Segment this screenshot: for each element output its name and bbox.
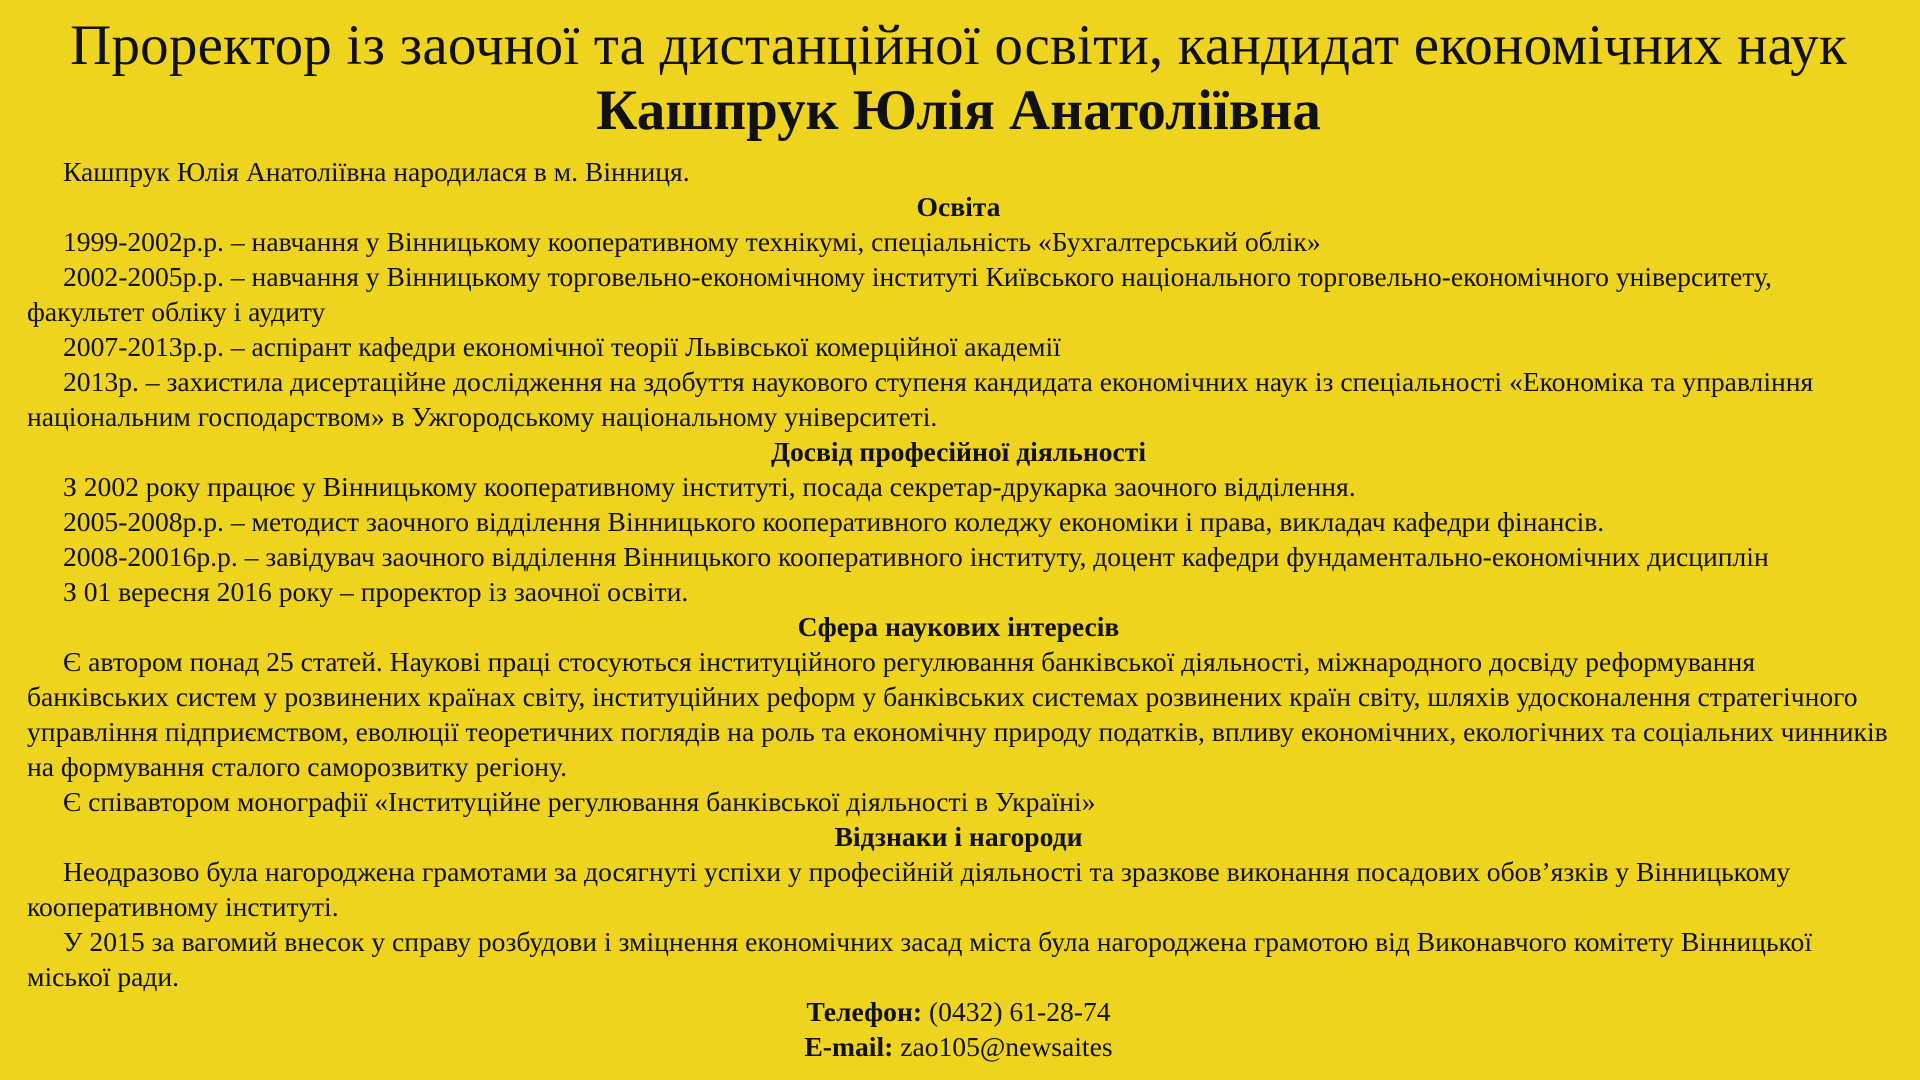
interests-item: Є автором понад 25 статей. Наукові праці стосуються інституційного регулювання банківської діяльності, міжнародного досвіду реформування банківських систем у розвинених країнах світу, інституційних реформ у банківських системах розвинених країн світу, шляхів удосконалення стратегічного управління підприємством, еволюції теоретичних поглядів на роль та економічну природу податків, впливу економічних, екологічних та соціальних чинників на формування сталого саморозвитку регіону. <box>27 646 1888 782</box>
experience-item: З 01 вересня 2016 року – проректор із заочної освіти. <box>63 576 689 607</box>
page-title: Проректор із заочної та дистанційної освіти, кандидат економічних наук <box>70 14 1847 77</box>
awards-item: Неодразово була нагороджена грамотами за досягнуті успіхи у професійній діяльності та зразкове виконання посадових обов’язків у Вінницькому кооперативному інституті. <box>27 856 1791 922</box>
person-name: Кашпрук Юлія Анатоліївна <box>596 79 1321 142</box>
intro-paragraph: Кашпрук Юлія Анатоліївна народилася в м. Вінниця. <box>63 156 690 187</box>
education-item: 2002-2005р.р. – навчання у Вінницькому торговельно-економічному інституті Київського національного торговельно-економічного університету, факультет обліку і аудиту <box>27 261 1772 327</box>
interests-item: Є співавтором монографії «Інституційне регулювання банківської діяльності в Україні» <box>63 786 1096 817</box>
section-heading-awards: Відзнаки і нагороди <box>834 821 1083 852</box>
education-item: 2007-2013р.р. – аспірант кафедри економічної теорії Львівської комерційної академії <box>63 331 1061 362</box>
phone-value: (0432) 61-28-74 <box>922 996 1111 1027</box>
email-line <box>27 1029 1890 1064</box>
education-item: 2013р. – захистила дисертаційне дослідження на здобуття наукового ступеня кандидата економічних наук із спеціальності «Економіка та управління національним господарством» в Ужгородському національному університеті. <box>27 366 1814 432</box>
document-body <box>27 154 1890 1064</box>
education-item: 1999-2002р.р. – навчання у Вінницькому кооперативному технікумі, спеціальність «Бухгалтерський облік» <box>63 226 1321 257</box>
section-heading-experience: Досвід професійної діяльності <box>770 436 1147 467</box>
phone-line <box>27 994 1890 1029</box>
section-heading-education: Освіта <box>916 191 1001 222</box>
experience-item: З 2002 року працює у Вінницькому кооперативному інституті, посада секретар-друкарка заочного відділення. <box>63 471 1356 502</box>
experience-item: 2008-20016р.р. – завідувач заочного відділення Вінницького кооперативного інституту, доцент кафедри фундаментально-економічних дисциплін <box>63 541 1769 572</box>
phone-label: Телефон: <box>806 996 923 1027</box>
section-heading-interests: Сфера наукових інтересів <box>797 611 1120 642</box>
email-value: zao105@newsaites <box>893 1031 1113 1062</box>
email-label: E-mail: <box>804 1031 894 1062</box>
experience-item: 2005-2008р.р. – методист заочного відділення Вінницького кооперативного коледжу економіки і права, викладач кафедри фінансів. <box>63 506 1605 537</box>
awards-item: У 2015 за вагомий внесок у справу розбудови і зміцнення економічних засад міста була нагороджена грамотою від Виконавчого комітету Вінницької міської ради. <box>27 926 1813 992</box>
